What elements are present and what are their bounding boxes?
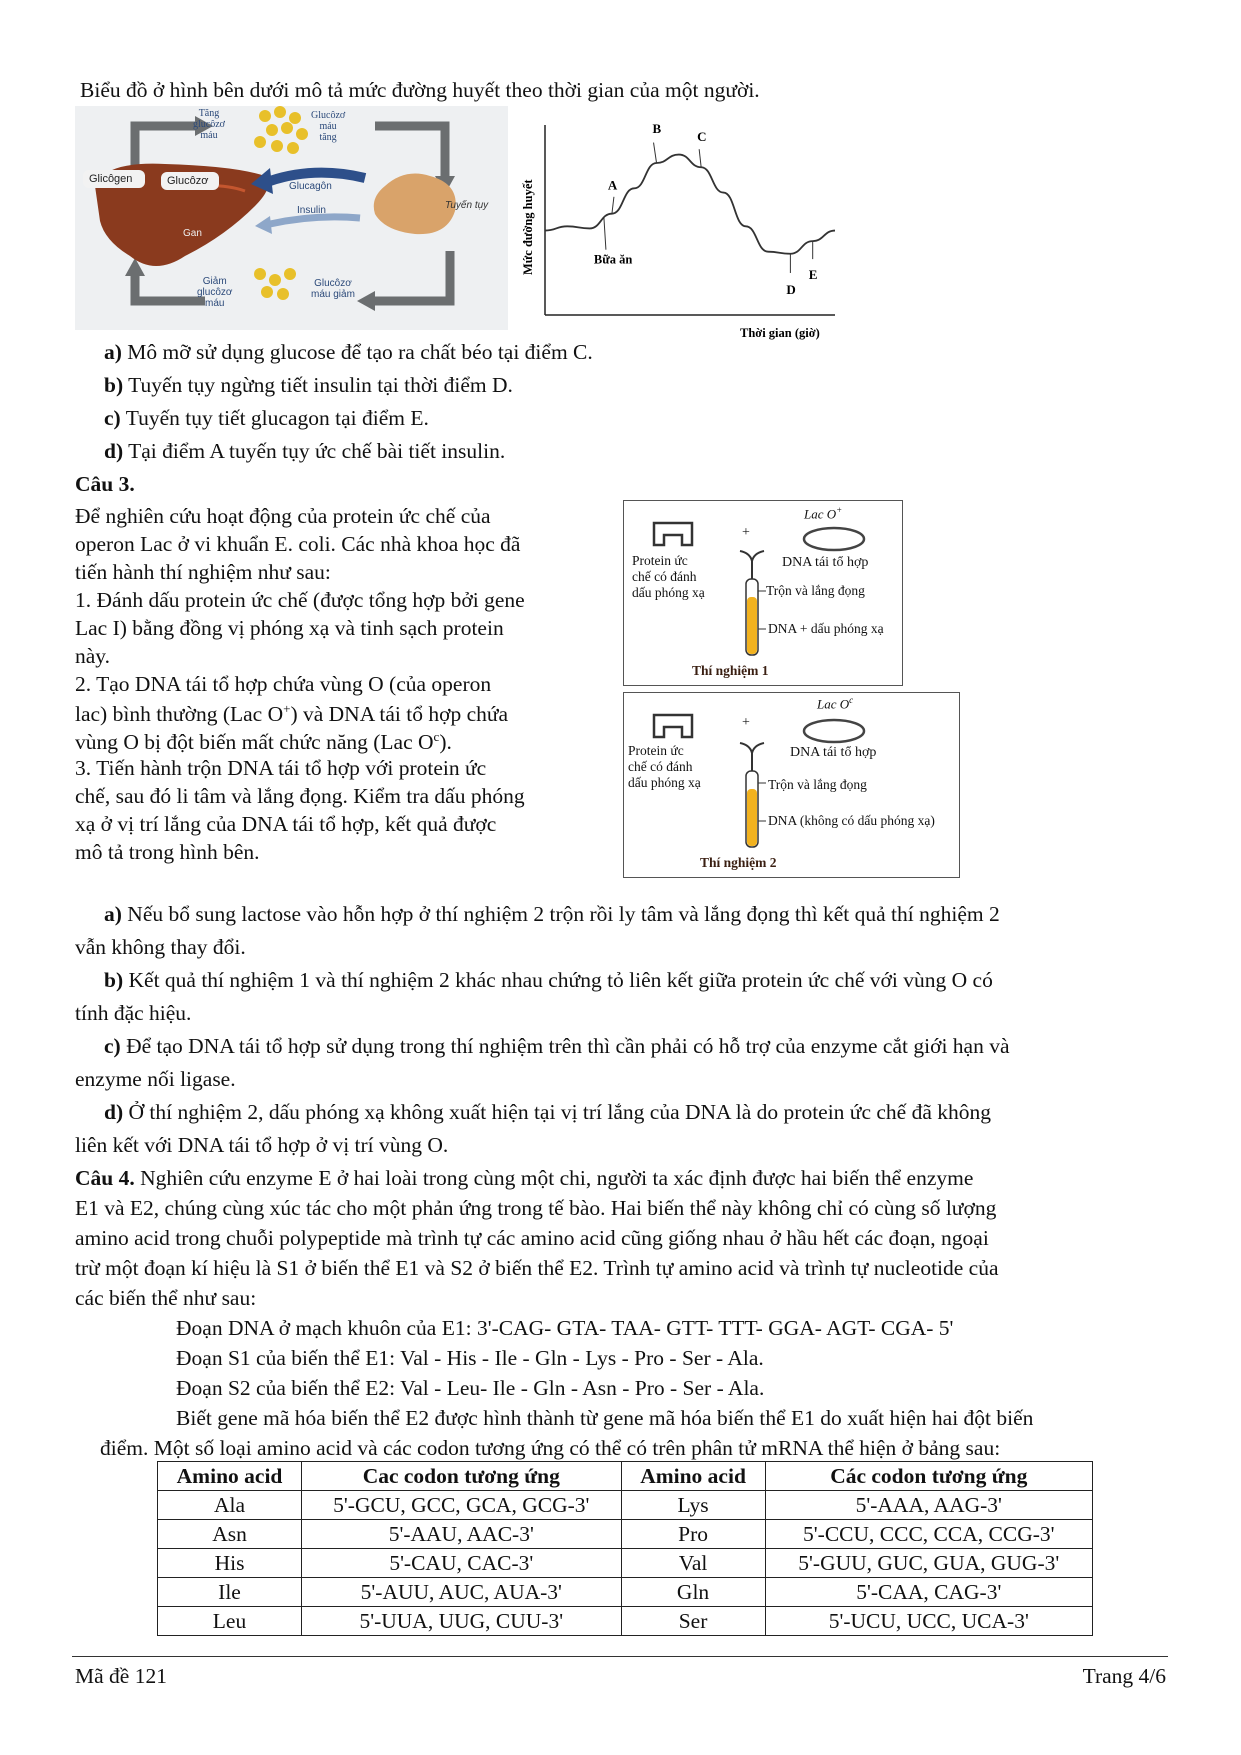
table-cell: 5'-AUU, AUC, AUA-3' [302,1578,622,1607]
glucose-series-line [545,155,835,254]
table-cell: 5'-AAA, AAG-3' [765,1491,1092,1520]
glucozo-label: Glucôzơ [167,175,209,187]
table-cell: Asn [158,1520,302,1549]
q4-table-intro: điểm. Một số loại amino acid và các codon tương ứng có thể có trên phân tử mRNA thể hiện ở bảng sau: [100,1436,1001,1460]
annotation-label-e: E [808,267,818,283]
q3-option-b: b) Kết quả thí nghiệm 1 và thí nghiệm 2 khác nhau chứng tỏ liên kết giữa protein ức chế với vùng O có [104,968,993,992]
exp1-lac-label: Lac O+ [804,505,843,522]
glucozo-mau-giam-label: Glucôzơ máu giảm [311,278,355,300]
footer-page-number: Trang 4/6 [1082,1664,1166,1688]
q4-seq-s1: Đoạn S1 của biến thể E1: Val - His - Ile - Gln - Lys - Pro - Ser - Ala. [176,1346,764,1370]
annotation-tick-b [654,143,657,163]
exp2-protein-label: Protein ức chế có đánh dấu phóng xạ [628,743,701,790]
q3-option-c: c) Để tạo DNA tái tổ hợp sử dụng trong thí nghiệm trên thì cần phải có hỗ trợ của enzyme cắt giới hạn và [104,1034,1010,1058]
annotation-tick-a [612,197,614,214]
q3-option-b-cont: tính đặc hiệu. [75,1001,192,1025]
table-cell: Pro [621,1520,765,1549]
blood-glucose-chart [515,115,845,340]
table-header: Các codon tương ứng [765,1462,1092,1491]
q3-body-line: 3. Tiến hành trộn DNA tái tổ hợp với protein ức [75,756,487,780]
q3-body-line: Để nghiên cứu hoạt động của protein ức chế của [75,504,491,528]
q3-body-line: vùng O bị đột biến mất chức năng (Lac $O^c$). [75,729,452,755]
q3-body-line: 1. Đánh dấu protein ức chế (được tổng hợp bởi gene [75,588,525,612]
q4-seq-dna: Đoạn DNA ở mạch khuôn của E1: 3'-CAG- GTA- TAA- GTT- TTT- GGA- AGT- CGA- 5' [176,1316,954,1340]
exp2-lac-label: Lac $O^c$ [817,695,854,712]
q4-gene-note: Biết gene mã hóa biến thể E2 được hình thành từ gene mã hóa biến thể E1 do xuất hiện hai đột biến [176,1406,1034,1430]
exp2-caption: Thí nghiệm 2 [700,855,777,870]
exp1-protein-label: Protein ức chế có đánh dấu phóng xạ [632,553,705,600]
glucozo-mau-tang-label: Glucôzơ máu tăng [311,110,346,143]
exp2-dna-label: DNA tái tổ hợp [790,745,877,760]
table-cell: 5'-GCU, GCC, GCA, GCG-3' [302,1491,622,1520]
exp2-plus: + [742,715,750,730]
exp1-dna-label: DNA tái tổ hợp [782,555,869,570]
table-cell: Ala [158,1491,302,1520]
table-cell: Leu [158,1607,302,1636]
q3-body-line: xạ ở vị trí lắng của DNA tái tổ hợp, kết quả được [75,812,497,836]
intro-text: Biểu đồ ở hình bên dưới mô tả mức đường huyết theo thời gian của một người. [80,78,760,102]
meal-tick [604,218,606,250]
q2-option-a: a) Mô mỡ sử dụng glucose để tạo ra chất béo tại điểm C. [104,340,593,364]
q3-body-line: 2. Tạo DNA tái tổ hợp chứa vùng O (của operon [75,672,492,696]
q3-option-d: d) Ở thí nghiệm 2, dấu phóng xạ không xuất hiện tại vị trí lắng của DNA là do protein ức chế đã không [104,1100,992,1124]
glucose-regulation-figure [75,106,508,330]
q4-seq-s2: Đoạn S2 của biến thể E2: Val - Leu- Ile - Gln - Asn - Pro - Ser - Ala. [176,1376,765,1400]
table-row [158,1520,1093,1549]
blood-glucose-chart-svg [515,115,845,340]
annotation-label-c: C [697,129,707,145]
exp2-result-label: DNA (không có dấu phóng xạ) [768,813,935,828]
liver-pancreas-illustration [75,106,508,330]
q4-line-1: Câu 4. Nghiên cứu enzyme E ở hai loài trong cùng một chi, người ta xác định được hai biến thể enzyme [75,1166,974,1190]
y-axis-label: Mức đường huyết [521,179,535,275]
table-header: Cac codon tương ứng [302,1462,622,1491]
meal-label: Bữa ăn [593,252,633,267]
exp1-result-label: DNA + dấu phóng xạ [768,621,884,636]
table-row [158,1491,1093,1520]
table-cell: Val [621,1549,765,1578]
insulin-label: Insulin [297,205,326,216]
q3-body-line: chế, sau đó li tâm và lắng đọng. Kiểm tra dấu phóng [75,784,525,808]
q4-line-3: amino acid trong chuỗi polypeptide mà trình tự các amino acid cũng giống nhau ở hầu hết các đoạn, ngoại [75,1226,989,1250]
q3-body-line: lac) bình thường (Lac O+) và DNA tái tổ hợp chứa [75,701,509,727]
table-cell: 5'-CAU, CAC-3' [302,1549,622,1578]
q3-title: Câu 3. [75,472,135,496]
tuyen-tuy-label: Tuyến tụy [445,200,489,211]
footer-exam-code: Mã đề 121 [75,1664,167,1688]
experiment-2-figure [623,692,960,878]
x-axis-label: Thời gian (giờ) [740,326,820,340]
q3-body-line: operon Lac ở vi khuẩn E. coli. Các nhà khoa học đã [75,532,521,556]
table-row [158,1607,1093,1636]
q3-option-a: a) Nếu bổ sung lactose vào hỗn hợp ở thí nghiệm 2 trộn rồi ly tâm và lắng đọng thì kết quả thí nghiệm 2 [104,902,1000,926]
q3-body-line: mô tả trong hình bên. [75,840,260,864]
q3-body-line: này. [75,644,111,668]
table-cell: 5'-UCU, UCC, UCA-3' [765,1607,1092,1636]
table-row [158,1549,1093,1578]
footer-rule [72,1656,1168,1657]
q3-option-a-cont: vẫn không thay đổi. [75,935,246,959]
table-header: Amino acid [158,1462,302,1491]
table-header: Amino acid [621,1462,765,1491]
exp2-mix-label: Trộn và lắng đọng [768,777,867,792]
glucagon-label: Glucagôn [289,181,332,192]
exp1-mix-label: Trộn và lắng đọng [766,583,865,598]
annotation-label-a: A [607,177,618,193]
table-cell: Ile [158,1578,302,1607]
table-cell: Lys [621,1491,765,1520]
q2-option-c: c) Tuyến tụy tiết glucagon tại điểm E. [104,406,429,430]
codon-table [157,1461,1093,1636]
gan-label: Gan [183,228,202,239]
q4-line-4: trừ một đoạn kí hiệu là S1 ở biến thể E1 và S2 ở biến thể E2. Trình tự amino acid và trình tự nucleotide của [75,1256,999,1280]
q2-option-b: b) Tuyến tụy ngừng tiết insulin tại thời điểm D. [104,373,513,397]
q3-option-d-cont: liên kết với DNA tái tổ hợp ở vị trí vùng O. [75,1133,449,1157]
table-cell: 5'-CCU, CCC, CCA, CCG-3' [765,1520,1092,1549]
experiment-1-figure [623,500,903,686]
table-cell: 5'-AAU, AAC-3' [302,1520,622,1549]
annotation-tick-c [699,149,701,167]
q3-body-line: tiến hành thí nghiệm như sau: [75,560,331,584]
exp1-caption: Thí nghiệm 1 [692,663,769,678]
q2-option-d: d) Tại điểm A tuyến tụy ức chế bài tiết insulin. [104,439,506,463]
table-cell: His [158,1549,302,1578]
annotation-label-d: D [786,281,796,297]
table-cell: Gln [621,1578,765,1607]
table-row [158,1578,1093,1607]
q4-line-2: E1 và E2, chúng cùng xúc tác cho một phản ứng trong tế bào. Hai biến thể này không chỉ có cùng số lượng [75,1196,997,1220]
annotation-label-b: B [652,121,662,136]
exp1-plus: + [742,525,750,540]
table-cell: Ser [621,1607,765,1636]
q3-option-c-cont: enzyme nối ligase. [75,1067,236,1091]
q3-body-line: Lac I) bằng đồng vị phóng xạ và tinh sạch protein [75,616,504,640]
tang-glucozo-label: Tăng glucôzơ máu [193,108,225,141]
table-cell: 5'-CAA, CAG-3' [765,1578,1092,1607]
glicogen-label: Glicôgen [89,173,133,185]
giam-glucozo-label: Giảm glucôzơ máu [197,276,233,309]
table-cell: 5'-UUA, UUG, CUU-3' [302,1607,622,1636]
table-cell: 5'-GUU, GUC, GUA, GUG-3' [765,1549,1092,1578]
table-header-row [158,1462,1093,1491]
q4-line-5: các biến thể như sau: [75,1286,257,1310]
